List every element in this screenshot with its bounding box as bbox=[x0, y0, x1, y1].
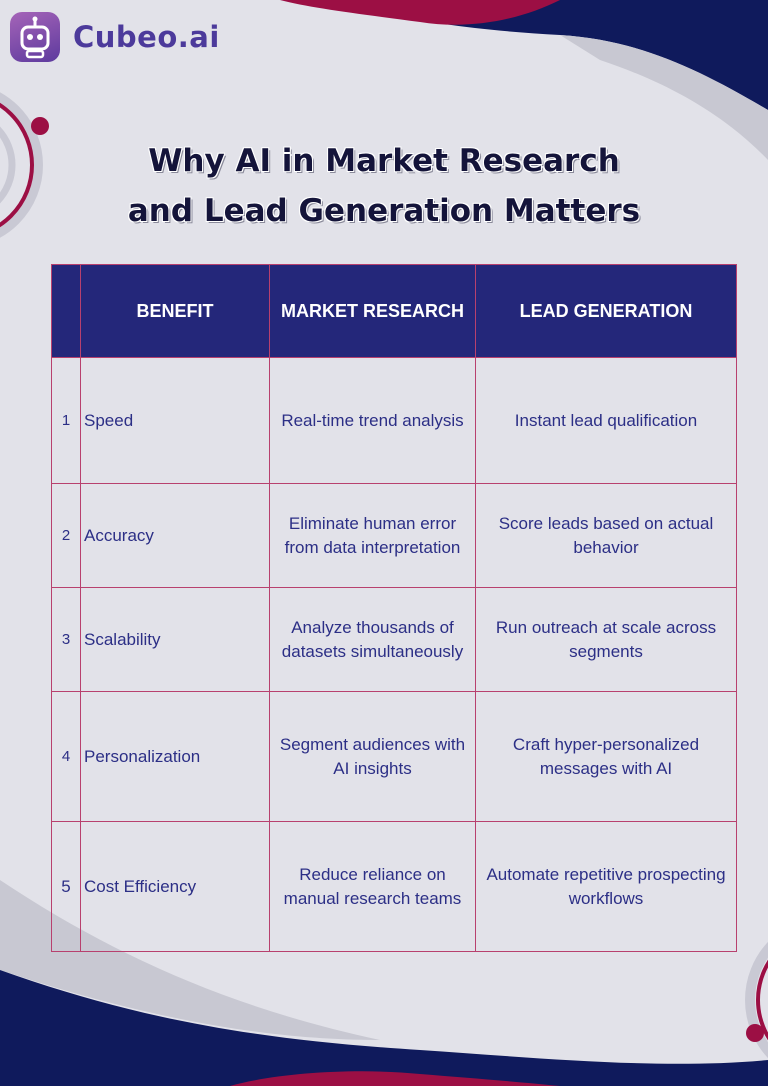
row-lead-generation: Craft hyper-personalized messages with AI bbox=[476, 692, 737, 822]
header-lead-generation: LEAD GENERATION bbox=[476, 265, 737, 358]
row-number: 2 bbox=[52, 484, 81, 588]
row-benefit: Accuracy bbox=[81, 484, 270, 588]
table-row bbox=[52, 588, 737, 692]
header-number bbox=[52, 265, 81, 358]
brand-name: Cubeo.ai bbox=[73, 20, 220, 54]
row-benefit: Scalability bbox=[81, 588, 270, 692]
row-market-research: Real-time trend analysis bbox=[270, 358, 476, 484]
row-benefit: Cost Efficiency bbox=[81, 822, 270, 952]
table-row bbox=[52, 484, 737, 588]
row-lead-generation: Automate repetitive prospecting workflows bbox=[476, 822, 737, 952]
table-row bbox=[52, 692, 737, 822]
table-header-row bbox=[52, 265, 737, 358]
table-row bbox=[52, 358, 737, 484]
row-lead-generation: Instant lead qualification bbox=[476, 358, 737, 484]
brand-logo[interactable] bbox=[10, 12, 220, 62]
title-line-1: Why AI in Market Research bbox=[148, 143, 620, 179]
left-dot bbox=[31, 117, 49, 135]
row-lead-generation: Score leads based on actual behavior bbox=[476, 484, 737, 588]
table-row bbox=[52, 822, 737, 952]
row-number: 3 bbox=[52, 588, 81, 692]
row-benefit: Speed bbox=[81, 358, 270, 484]
header-market-research: MARKET RESEARCH bbox=[270, 265, 476, 358]
robot-head-icon bbox=[10, 12, 60, 62]
title-line-2: and Lead Generation Matters bbox=[127, 193, 641, 229]
row-number: 4 bbox=[52, 692, 81, 822]
row-market-research: Segment audiences with AI insights bbox=[270, 692, 476, 822]
row-number: 5 bbox=[52, 822, 81, 952]
row-market-research: Analyze thousands of datasets simultaneously bbox=[270, 588, 476, 692]
row-benefit: Personalization bbox=[81, 692, 270, 822]
header-benefit: BENEFIT bbox=[81, 265, 270, 358]
row-number: 1 bbox=[52, 358, 81, 484]
row-market-research: Reduce reliance on manual research teams bbox=[270, 822, 476, 952]
right-dot bbox=[746, 1024, 764, 1042]
page-title bbox=[0, 136, 768, 236]
benefits-table bbox=[51, 264, 737, 952]
row-lead-generation: Run outreach at scale across segments bbox=[476, 588, 737, 692]
row-market-research: Eliminate human error from data interpretation bbox=[270, 484, 476, 588]
